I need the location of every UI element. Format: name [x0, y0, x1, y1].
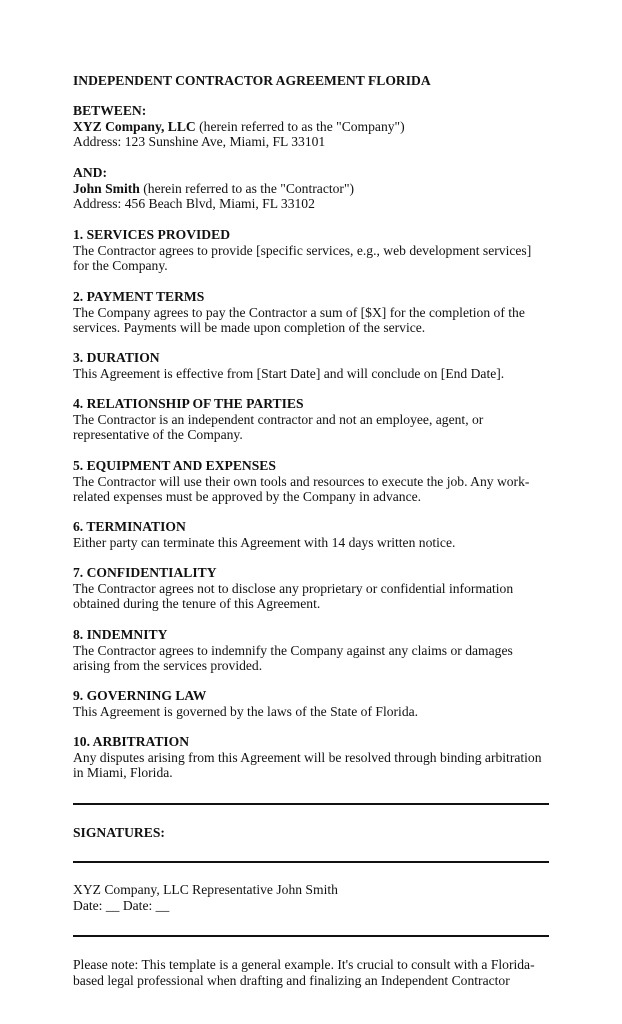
- section-heading: 8. INDEMNITY: [73, 627, 168, 642]
- section-heading: 1. SERVICES PROVIDED: [73, 227, 231, 242]
- contractor-line: [73, 181, 551, 197]
- section-text-line: representative of the Company.: [73, 427, 243, 443]
- section-text-line: The Contractor agrees not to disclose any proprietary or confidential information: [73, 580, 514, 596]
- contractor-role-text: (herein referred to as the "Contractor"): [139, 180, 355, 196]
- disclaimer-note: [73, 957, 551, 988]
- company-role-text: (herein referred to as the "Company"): [195, 118, 405, 134]
- document-title: INDEPENDENT CONTRACTOR AGREEMENT FLORIDA: [73, 73, 431, 88]
- section-confidentiality: [73, 565, 551, 612]
- section-heading: 5. EQUIPMENT AND EXPENSES: [73, 458, 276, 473]
- section-heading: 10. ARBITRATION: [73, 734, 190, 749]
- section-indemnity: [73, 627, 551, 674]
- and-label: AND:: [73, 165, 107, 180]
- company-line: [73, 119, 551, 135]
- signatures-heading-block: [73, 825, 551, 841]
- section-termination: [73, 519, 551, 550]
- contractor-name: John Smith: [73, 180, 140, 196]
- section-heading: 4. RELATIONSHIP OF THE PARTIES: [73, 396, 304, 411]
- section-text-line: The Contractor agrees to provide [specific services, e.g., web development services]: [73, 242, 532, 258]
- section-text-line: The Company agrees to pay the Contractor a sum of [$X] for the completion of the: [73, 304, 525, 320]
- section-text-line: Either party can terminate this Agreement with 14 days written notice.: [73, 534, 456, 550]
- section-heading: 7. CONFIDENTIALITY: [73, 565, 217, 580]
- section-text-line: arising from the services provided.: [73, 658, 263, 674]
- section-services: [73, 227, 551, 274]
- section-heading: 2. PAYMENT TERMS: [73, 289, 205, 304]
- section-text-line: Any disputes arising from this Agreement will be resolved through binding arbitration: [73, 749, 542, 765]
- contractor-address: Address: 456 Beach Blvd, Miami, FL 33102: [73, 196, 315, 212]
- section-heading: 3. DURATION: [73, 350, 160, 365]
- section-governing-law: [73, 688, 551, 719]
- section-duration: [73, 350, 551, 381]
- horizontal-rule: [73, 803, 549, 805]
- note-text-line: based legal professional when drafting and finalizing an Independent Contractor: [73, 972, 510, 988]
- party-company-block: [73, 103, 551, 150]
- section-equipment-expenses: [73, 458, 551, 505]
- company-name: XYZ Company, LLC: [73, 118, 196, 134]
- section-text-line: The Contractor agrees to indemnify the Company against any claims or damages: [73, 642, 513, 658]
- section-text-line: This Agreement is governed by the laws of the State of Florida.: [73, 703, 419, 719]
- section-text-line: related expenses must be approved by the Company in advance.: [73, 489, 422, 505]
- section-payment-terms: [73, 289, 551, 336]
- party-contractor-block: [73, 165, 551, 212]
- section-text-line: in Miami, Florida.: [73, 765, 173, 781]
- between-label: BETWEEN:: [73, 103, 147, 118]
- section-text-line: for the Company.: [73, 258, 168, 274]
- section-relationship: [73, 396, 551, 443]
- section-text-line: services. Payments will be made upon completion of the service.: [73, 320, 426, 336]
- section-heading: 9. GOVERNING LAW: [73, 688, 207, 703]
- section-text-line: obtained during the tenure of this Agreement.: [73, 596, 321, 612]
- section-text-line: This Agreement is effective from [Start Date] and will conclude on [End Date].: [73, 365, 505, 381]
- signature-block: [73, 882, 551, 913]
- horizontal-rule: [73, 861, 549, 863]
- note-text-line: Please note: This template is a general example. It's crucial to consult with a Florida-: [73, 957, 535, 972]
- section-arbitration: [73, 734, 551, 781]
- company-address: Address: 123 Sunshine Ave, Miami, FL 33101: [73, 134, 326, 150]
- section-text-line: The Contractor is an independent contractor and not an employee, agent, or: [73, 411, 484, 427]
- signature-names-line: XYZ Company, LLC Representative John Smith: [73, 882, 338, 897]
- section-heading: 6. TERMINATION: [73, 519, 186, 534]
- signature-date-line: Date: __ Date: __: [73, 897, 170, 913]
- section-text-line: The Contractor will use their own tools and resources to execute the job. Any work-: [73, 473, 530, 489]
- signatures-heading: SIGNATURES:: [73, 825, 165, 840]
- horizontal-rule: [73, 935, 549, 937]
